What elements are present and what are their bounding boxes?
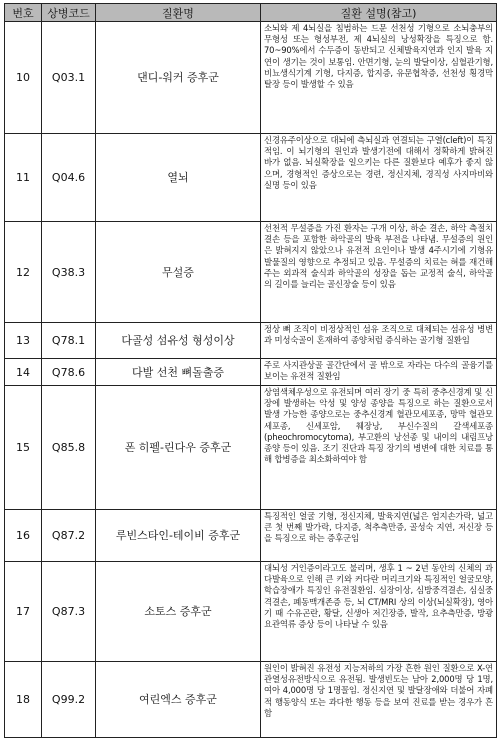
row-description: 대뇌성 거인증이라고도 불리며, 생후 1 ~ 2년 동안의 신체의 과다발육으로 인해 큰 키와 커다란 머리크기와 특징적인 얼굴모양, 학습장애가 특징인 유전질환임. 심장이상, 심방중격결손, 심실중격결손, 폐동맥개존증 등, 뇌 CT/MRI 상의 이상(뇌실확장), 영아기 때 수유곤란, 황달, 신생아 저긴장증, 발작, 요추측만증, 방광요관역류 증상 등이 나타날 수 있음 — [261, 562, 497, 662]
row-code: Q87.2 — [42, 510, 96, 562]
table-row — [5, 359, 497, 386]
row-disease-name: 폰 히펠-린다우 증후군 — [96, 386, 261, 510]
disease-table — [4, 3, 497, 738]
row-description: 특징적인 얼굴 기형, 정신지체, 발육지연(넓은 엄지손가락, 넓고 큰 첫 번째 발가락, 다지증, 척추측만증, 골성숙 지연, 저신장 등을 특징으로 하는 증후군임 — [261, 510, 497, 562]
row-disease-name: 소토스 증후군 — [96, 562, 261, 662]
table-row — [5, 222, 497, 323]
header-description: 질환 설명(참고) — [261, 4, 497, 22]
row-code: Q87.3 — [42, 562, 96, 662]
row-number: 13 — [5, 323, 42, 359]
row-description: 상염색체우성으로 유전되며 여러 장기 중 특히 중추신경계 및 신장에 발생하는 악성 및 양성 종양을 특징으로 하는 질환으로서 발생 가능한 종양으로는 중추신경계 혈관모세포종, 망막 혈관모세포종, 신세포암, 췌장낭, 부신수질의 갈색세포종(pheochromocytoma), 부고환의 낭선종 및 내이의 내림프낭 종양 등이 있음. 조기 진단과 특징 장기의 병변에 대한 치료를 통해 합병증을 최소화하여야 함 — [261, 386, 497, 510]
table-row — [5, 562, 497, 662]
row-number: 14 — [5, 359, 42, 386]
header-code: 상병코드 — [42, 4, 96, 22]
row-description: 주로 사지관상골 골간단에서 골 밖으로 자라는 다수의 골융기를 보이는 유전적 질환임 — [261, 359, 497, 386]
row-disease-name: 다발 선천 뼈돌출증 — [96, 359, 261, 386]
row-code: Q04.6 — [42, 134, 96, 222]
row-code: Q99.2 — [42, 662, 96, 738]
row-description: 신경유주이상으로 대뇌에 측뇌실과 연결되는 구열(cleft)이 특징적임. 이 뇌기형의 원인과 발생기전에 대해서 정확하게 밝혀진 바가 없음. 뇌실확장을 일으키는 다른 질환보다 예후가 좋지 않으며, 경형적인 증상으로는 경련, 정신지체, 경직성 사지마비와 실명 등이 있음 — [261, 134, 497, 222]
table-header-row — [5, 4, 497, 22]
table-row — [5, 323, 497, 359]
row-code: Q78.6 — [42, 359, 96, 386]
row-code: Q03.1 — [42, 22, 96, 134]
row-number: 15 — [5, 386, 42, 510]
row-disease-name: 열뇌 — [96, 134, 261, 222]
row-code: Q38.3 — [42, 222, 96, 323]
row-number: 10 — [5, 22, 42, 134]
row-description: 선천적 무설증을 가진 환자는 구개 이상, 하순 결손, 하악 측절치 결손 등을 포함한 하악골의 발육 부전을 나타냄. 무설증의 원인은 밝혀지지 않았으나 유전적 요인이나 발생 4주시기에 기형유발물질의 영향으로 추정되고 있음. 무설증의 치료는 혀를 재건해주는 외과적 술식과 하악골의 성장을 돕는 교정적 술식, 하악골의 길이를 늘리는 골신장술 등이 있음 — [261, 222, 497, 323]
row-description: 정상 뼈 조직이 비정상적인 섬유 조직으로 대체되는 섬유성 병변과 미성숙골이 혼재하여 종양처럼 증식하는 골기형 질환임 — [261, 323, 497, 359]
table-row — [5, 662, 497, 738]
row-code: Q78.1 — [42, 323, 96, 359]
row-number: 16 — [5, 510, 42, 562]
row-number: 18 — [5, 662, 42, 738]
document-page — [4, 3, 496, 738]
table-row — [5, 134, 497, 222]
row-number: 11 — [5, 134, 42, 222]
row-description: 원인이 밝혀진 유전성 지능저하의 가장 흔한 원인 질환으로 X-연관열성유전방식으로 유전됨. 발생빈도는 남아 2,000명 당 1명, 여아 4,000명 당 1명꼴임. 정신지연 및 발달장애와 더불어 자폐적 행동양식 또는 과다한 행동 등을 보여 진료를 받는 경우가 흔함 — [261, 662, 497, 738]
row-disease-name: 루빈스타인-테이비 증후군 — [96, 510, 261, 562]
table-row — [5, 510, 497, 562]
row-number: 12 — [5, 222, 42, 323]
header-disease-name: 질환명 — [96, 4, 261, 22]
row-disease-name: 무설증 — [96, 222, 261, 323]
row-disease-name: 여린엑스 증후군 — [96, 662, 261, 738]
header-number: 번호 — [5, 4, 42, 22]
row-code: Q85.8 — [42, 386, 96, 510]
table-row — [5, 386, 497, 510]
table-row — [5, 22, 497, 134]
row-disease-name: 다골성 섬유성 형성이상 — [96, 323, 261, 359]
row-description: 소뇌와 제 4뇌실을 침범하는 드문 선천성 기형으로 소뇌충부의 무형성 또는 형성부전, 제 4뇌실의 낭성확장을 특징으로 함. 70~90%에서 수두증이 동반되고 신체발육지연과 인지 발육 지연이 생기는 것이 보통임. 안면기형, 눈의 발달이상, 심혈관기형, 비뇨생식기계 기형, 다지증, 합지증, 유문협착증, 선천성 횡경막 탈장 등이 발생할 수 있음 — [261, 22, 497, 134]
row-disease-name: 댄디-워커 증후군 — [96, 22, 261, 134]
row-number: 17 — [5, 562, 42, 662]
